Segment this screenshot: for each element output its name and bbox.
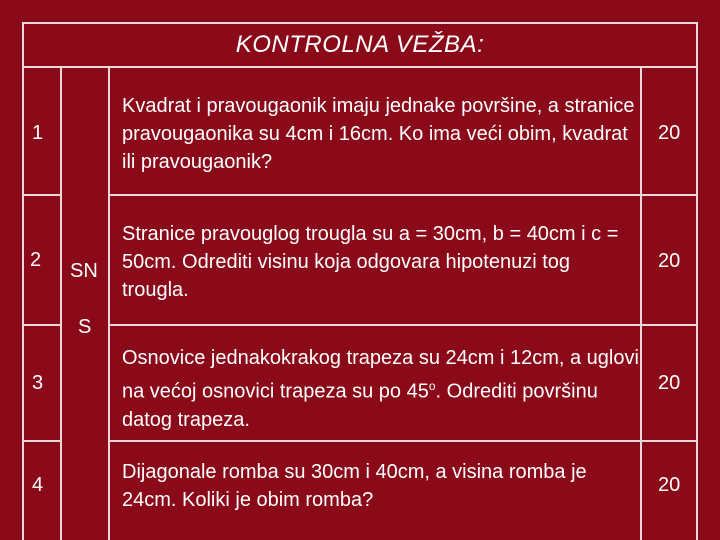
border-right xyxy=(696,22,698,540)
border-left xyxy=(22,22,24,540)
row-divider-1 xyxy=(22,194,62,196)
task-points-4: 20 xyxy=(658,474,681,496)
task-number-1: 1 xyxy=(32,122,44,144)
column-divider-text xyxy=(108,66,110,540)
level-label-upper: SN xyxy=(70,260,98,282)
task-points-1: 20 xyxy=(658,122,681,144)
task-text-3-main: Osnovice jednakokrakog trapeza su 24cm i 12cm, a uglovi na većoj osnovici trapeza su po 45 xyxy=(122,347,639,403)
task-text-2: Stranice pravouglog trougla su a = 30cm, b = 40cm i c = 50cm. Odrediti visinu koja odgovara hipotenuzi tog trougla. xyxy=(122,223,619,301)
degree-mark: o xyxy=(428,379,436,393)
page-title: KONTROLNA VEŽBA: xyxy=(235,31,485,58)
row-divider-2 xyxy=(22,324,62,326)
row-divider-2b xyxy=(108,324,698,326)
task-number-3: 3 xyxy=(32,372,44,394)
column-divider-number xyxy=(60,66,62,540)
title-divider xyxy=(22,66,698,68)
task-number-4: 4 xyxy=(32,474,44,496)
task-points-3: 20 xyxy=(658,372,681,394)
row-divider-3b xyxy=(108,440,698,442)
task-points-2: 20 xyxy=(658,250,681,272)
row-divider-1b xyxy=(108,194,698,196)
task-text-1: Kvadrat i pravougaonik imaju jednake površine, a stranice pravougaonika su 4cm i 16cm. Ko ima veći obim, kvadrat ili pravougaonik? xyxy=(122,95,635,173)
level-label-lower: S xyxy=(78,316,92,338)
task-text-3 xyxy=(122,344,642,434)
task-number-2: 2 xyxy=(30,249,42,271)
task-text-3-end: . Odrediti površinu datog trapeza. xyxy=(122,380,598,431)
row-divider-3 xyxy=(22,440,62,442)
task-text-4: Dijagonale romba su 30cm i 40cm, a visina romba je 24cm. Koliki je obim romba? xyxy=(122,461,587,511)
